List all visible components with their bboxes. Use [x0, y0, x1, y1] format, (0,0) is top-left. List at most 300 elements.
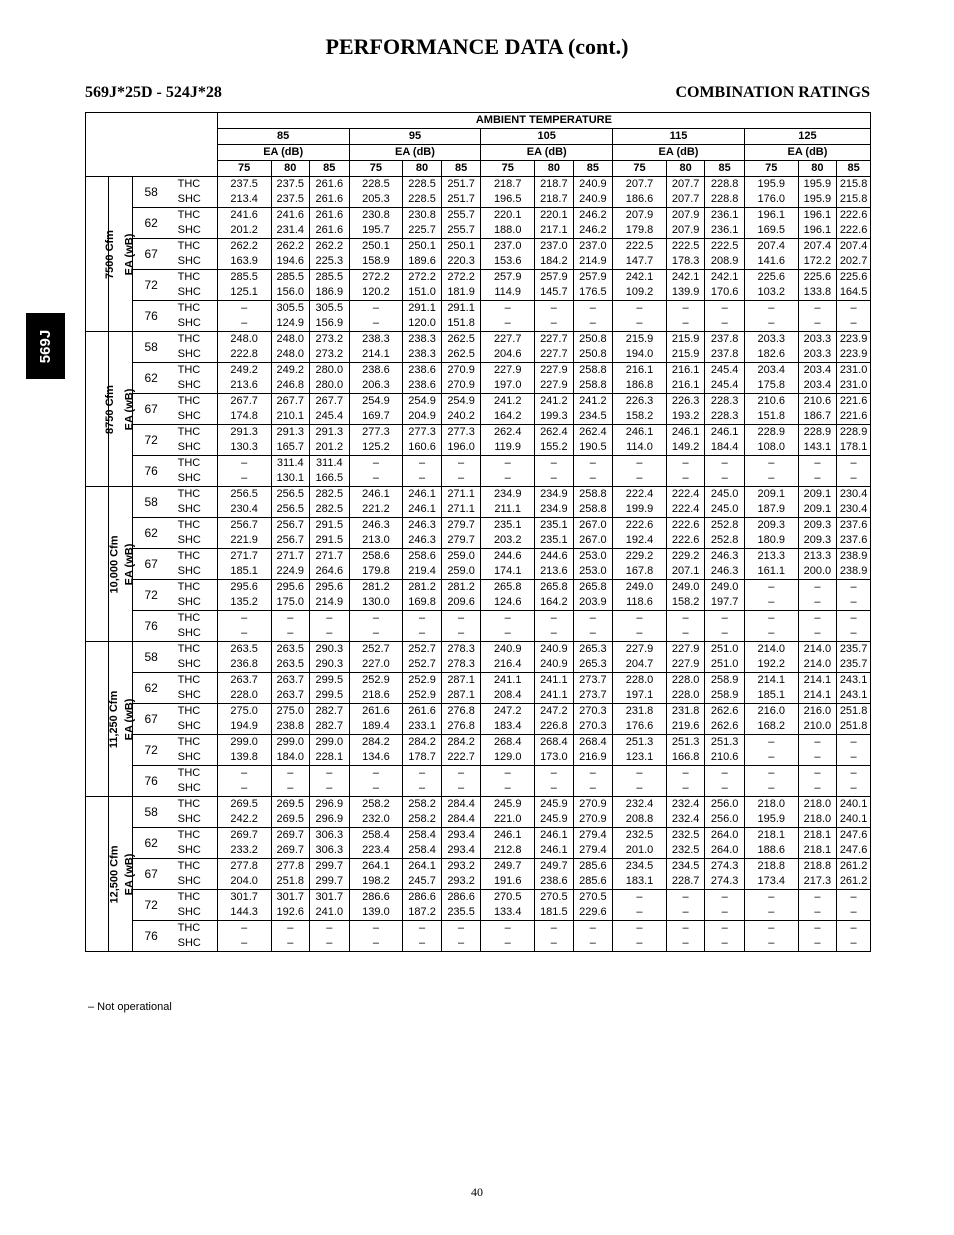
shc-value: 258.4 — [403, 843, 442, 859]
thc-value: 264.1 — [403, 859, 442, 875]
shc-value: 246.1 — [535, 843, 574, 859]
shc-value: – — [481, 626, 535, 642]
thc-value: – — [310, 921, 350, 937]
shc-value: 218.7 — [535, 192, 574, 208]
shc-label: SHC — [170, 347, 218, 363]
table-row — [86, 192, 871, 208]
thc-label: THC — [170, 487, 218, 503]
thc-value: 196.1 — [798, 208, 837, 224]
ea-db-value-header: 75 — [613, 161, 667, 177]
thc-value: – — [217, 766, 271, 782]
thc-value: 280.0 — [310, 363, 350, 379]
ea-db-value-header: 80 — [666, 161, 705, 177]
shc-value: 203.3 — [798, 347, 837, 363]
shc-value: – — [798, 471, 837, 487]
shc-value: 269.5 — [271, 812, 310, 828]
thc-value: 225.6 — [798, 270, 837, 286]
shc-label: SHC — [170, 626, 218, 642]
table-row — [86, 580, 871, 596]
thc-value: 222.6 — [613, 518, 667, 534]
table-row — [86, 409, 871, 425]
shc-value: – — [349, 316, 403, 332]
thc-value: 269.5 — [271, 797, 310, 813]
shc-value: – — [798, 936, 837, 952]
table-row — [86, 316, 871, 332]
thc-value: 271.7 — [310, 549, 350, 565]
thc-value: – — [573, 611, 613, 627]
shc-value: – — [798, 781, 837, 797]
shc-value: 258.8 — [573, 378, 613, 394]
shc-value: 147.7 — [613, 254, 667, 270]
thc-value: 242.1 — [613, 270, 667, 286]
thc-value: 278.3 — [441, 642, 481, 658]
thc-value: 281.2 — [349, 580, 403, 596]
thc-label: THC — [170, 456, 218, 472]
shc-value: 291.5 — [310, 533, 350, 549]
thc-value: 214.1 — [798, 673, 837, 689]
shc-value: 124.9 — [271, 316, 310, 332]
thc-value: 218.0 — [798, 797, 837, 813]
shc-value: 252.9 — [403, 688, 442, 704]
shc-value: 196.0 — [441, 440, 481, 456]
shc-value: 188.0 — [481, 223, 535, 239]
thc-value: 228.9 — [798, 425, 837, 441]
thc-value: 235.7 — [837, 642, 871, 658]
cfm-cell — [86, 177, 116, 332]
shc-value: 237.8 — [705, 347, 745, 363]
thc-value: 222.6 — [666, 518, 705, 534]
shc-value: – — [349, 626, 403, 642]
thc-value: 256.7 — [217, 518, 271, 534]
shc-value: – — [310, 626, 350, 642]
shc-value: 170.6 — [705, 285, 745, 301]
shc-value: – — [271, 936, 310, 952]
shc-value: 114.9 — [481, 285, 535, 301]
shc-value: 271.1 — [441, 502, 481, 518]
model-number: 569J*25D - 524J*28 — [85, 84, 222, 101]
thc-value: 251.3 — [666, 735, 705, 751]
shc-value: 184.2 — [535, 254, 574, 270]
thc-value: 220.1 — [535, 208, 574, 224]
thc-value: 284.2 — [441, 735, 481, 751]
shc-value: – — [613, 905, 667, 921]
shc-value: 241.0 — [310, 905, 350, 921]
shc-value: – — [349, 471, 403, 487]
thc-value: 216.0 — [744, 704, 798, 720]
shc-value: 114.0 — [613, 440, 667, 456]
ea-db-value-header: 75 — [349, 161, 403, 177]
shc-value: 141.6 — [744, 254, 798, 270]
shc-value: – — [481, 781, 535, 797]
shc-value: 139.9 — [666, 285, 705, 301]
shc-value: 213.0 — [349, 533, 403, 549]
thc-value: 222.4 — [666, 487, 705, 503]
thc-value: 250.8 — [573, 332, 613, 348]
shc-label: SHC — [170, 843, 218, 859]
thc-value: 262.2 — [217, 239, 271, 255]
performance-table — [85, 112, 871, 952]
shc-value: 193.2 — [666, 409, 705, 425]
shc-value: 246.2 — [573, 223, 613, 239]
thc-label: THC — [170, 921, 218, 937]
thc-value: 251.3 — [705, 735, 745, 751]
table-row — [86, 223, 871, 239]
ea-db-header: EA (dB) — [613, 145, 745, 161]
wet-bulb-temp: 76 — [132, 456, 170, 487]
thc-value: 287.1 — [441, 673, 481, 689]
shc-value: 175.8 — [744, 378, 798, 394]
shc-value: 125.2 — [349, 440, 403, 456]
thc-value: 256.7 — [271, 518, 310, 534]
shc-value: 279.4 — [573, 843, 613, 859]
table-row — [86, 425, 871, 441]
thc-value: 232.5 — [666, 828, 705, 844]
thc-value: 291.1 — [403, 301, 442, 317]
thc-value: – — [481, 766, 535, 782]
table-row — [86, 673, 871, 689]
thc-value: 240.1 — [837, 797, 871, 813]
shc-value: 245.4 — [705, 378, 745, 394]
thc-value: 256.5 — [217, 487, 271, 503]
shc-value: 231.4 — [271, 223, 310, 239]
thc-label: THC — [170, 797, 218, 813]
thc-value: 218.7 — [535, 177, 574, 193]
shc-value: 143.1 — [798, 440, 837, 456]
shc-label: SHC — [170, 688, 218, 704]
shc-value: 208.9 — [705, 254, 745, 270]
cfm-label: 8750 Cfm — [103, 384, 116, 434]
thc-value: 270.5 — [535, 890, 574, 906]
thc-value: – — [837, 735, 871, 751]
table-row — [86, 704, 871, 720]
table-body — [86, 177, 871, 952]
shc-value: 186.6 — [613, 192, 667, 208]
thc-value: 275.0 — [217, 704, 271, 720]
shc-value: 203.2 — [481, 533, 535, 549]
wet-bulb-temp: 58 — [132, 332, 170, 363]
thc-value: 299.7 — [310, 859, 350, 875]
thc-value: 218.8 — [744, 859, 798, 875]
shc-value: 279.7 — [441, 533, 481, 549]
shc-value: 252.8 — [705, 533, 745, 549]
table-row — [86, 595, 871, 611]
thc-value: 261.6 — [310, 177, 350, 193]
thc-value: 221.6 — [837, 394, 871, 410]
shc-value: 164.2 — [535, 595, 574, 611]
shc-value: 209.1 — [798, 502, 837, 518]
shc-value: 218.1 — [798, 843, 837, 859]
shc-value: 192.4 — [613, 533, 667, 549]
shc-value: – — [217, 781, 271, 797]
cfm-label: 10,000 Cfm — [108, 534, 121, 594]
thc-value: – — [798, 580, 837, 596]
thc-label: THC — [170, 766, 218, 782]
thc-label: THC — [170, 239, 218, 255]
thc-value: 207.4 — [837, 239, 871, 255]
thc-value: 245.0 — [705, 487, 745, 503]
shc-value: 293.4 — [441, 843, 481, 859]
thc-value: 218.1 — [798, 828, 837, 844]
shc-value: 183.1 — [613, 874, 667, 890]
shc-value: 211.1 — [481, 502, 535, 518]
shc-value: 240.9 — [573, 192, 613, 208]
shc-value: 133.8 — [798, 285, 837, 301]
shc-value: 103.2 — [744, 285, 798, 301]
thc-value: 246.1 — [349, 487, 403, 503]
ambient-temp-header: 105 — [481, 129, 613, 145]
thc-value: 241.1 — [535, 673, 574, 689]
thc-value: – — [744, 921, 798, 937]
thc-value: 213.3 — [798, 549, 837, 565]
thc-value: 277.3 — [403, 425, 442, 441]
thc-value: 238.6 — [349, 363, 403, 379]
shc-value: 256.5 — [271, 502, 310, 518]
thc-value: 291.5 — [310, 518, 350, 534]
shc-value: 238.8 — [271, 719, 310, 735]
shc-value: 217.1 — [535, 223, 574, 239]
shc-value: 256.0 — [705, 812, 745, 828]
shc-value: – — [349, 936, 403, 952]
thc-value: 265.8 — [535, 580, 574, 596]
thc-value: 203.3 — [744, 332, 798, 348]
thc-value: 241.6 — [217, 208, 271, 224]
shc-label: SHC — [170, 285, 218, 301]
thc-value: – — [271, 611, 310, 627]
thc-value: 277.3 — [349, 425, 403, 441]
shc-value: 228.3 — [705, 409, 745, 425]
thc-value: – — [441, 921, 481, 937]
thc-value: 250.1 — [403, 239, 442, 255]
shc-value: 210.6 — [705, 750, 745, 766]
thc-value: 282.7 — [310, 704, 350, 720]
thc-label: THC — [170, 177, 218, 193]
thc-value: 271.7 — [217, 549, 271, 565]
shc-value: 255.7 — [441, 223, 481, 239]
shc-value: – — [217, 936, 271, 952]
shc-value: 155.2 — [535, 440, 574, 456]
shc-label: SHC — [170, 440, 218, 456]
shc-value: 188.6 — [744, 843, 798, 859]
thc-value: 207.7 — [613, 177, 667, 193]
wet-bulb-temp: 58 — [132, 797, 170, 828]
shc-value: – — [798, 750, 837, 766]
shc-value: 213.4 — [217, 192, 271, 208]
shc-value: 269.7 — [271, 843, 310, 859]
shc-value: 230.4 — [837, 502, 871, 518]
shc-value: 184.4 — [705, 440, 745, 456]
thc-value: 222.6 — [837, 208, 871, 224]
shc-value: 240.2 — [441, 409, 481, 425]
thc-label: THC — [170, 704, 218, 720]
shc-value: – — [666, 936, 705, 952]
shc-value: 235.7 — [837, 657, 871, 673]
thc-value: 254.9 — [349, 394, 403, 410]
shc-value: – — [481, 316, 535, 332]
shc-value: 208.4 — [481, 688, 535, 704]
thc-value: 281.2 — [403, 580, 442, 596]
thc-value: 237.6 — [837, 518, 871, 534]
shc-value: 167.8 — [613, 564, 667, 580]
shc-value: 299.5 — [310, 688, 350, 704]
wet-bulb-temp: 76 — [132, 301, 170, 332]
table-row — [86, 177, 871, 193]
thc-label: THC — [170, 270, 218, 286]
shc-value: 238.6 — [535, 874, 574, 890]
thc-value: – — [705, 611, 745, 627]
shc-value: 198.2 — [349, 874, 403, 890]
thc-value: 265.8 — [573, 580, 613, 596]
shc-value: 231.0 — [837, 378, 871, 394]
thc-value: 254.9 — [403, 394, 442, 410]
thc-value: 250.1 — [441, 239, 481, 255]
thc-value: – — [666, 301, 705, 317]
thc-value: – — [573, 301, 613, 317]
shc-value: 284.4 — [441, 812, 481, 828]
shc-value: – — [535, 781, 574, 797]
shc-value: 240.1 — [837, 812, 871, 828]
thc-value: 277.8 — [271, 859, 310, 875]
thc-value: 286.6 — [349, 890, 403, 906]
shc-value: 228.0 — [666, 688, 705, 704]
shc-value: 158.2 — [613, 409, 667, 425]
shc-value: 182.6 — [744, 347, 798, 363]
shc-value: – — [403, 626, 442, 642]
thc-value: 277.3 — [441, 425, 481, 441]
thc-value: 247.6 — [837, 828, 871, 844]
ea-db-header: EA (dB) — [481, 145, 613, 161]
thc-value: – — [613, 611, 667, 627]
shc-value: – — [705, 781, 745, 797]
shc-value: – — [441, 781, 481, 797]
thc-value: 214.1 — [744, 673, 798, 689]
wet-bulb-temp: 62 — [132, 828, 170, 859]
table-row — [86, 766, 871, 782]
thc-label: THC — [170, 301, 218, 317]
shc-label: SHC — [170, 719, 218, 735]
shc-value: 209.6 — [441, 595, 481, 611]
shc-value: – — [705, 936, 745, 952]
thc-value: 232.5 — [613, 828, 667, 844]
footnote: – Not operational — [88, 1001, 172, 1013]
thc-value: 238.6 — [403, 363, 442, 379]
thc-value: 242.1 — [705, 270, 745, 286]
thc-label: THC — [170, 332, 218, 348]
shc-value: 258.9 — [705, 688, 745, 704]
table-row — [86, 285, 871, 301]
shc-value: – — [481, 936, 535, 952]
thc-value: 261.6 — [349, 704, 403, 720]
shc-value: 252.7 — [403, 657, 442, 673]
thc-value: 245.9 — [535, 797, 574, 813]
thc-value: 251.0 — [705, 642, 745, 658]
shc-value: 204.6 — [481, 347, 535, 363]
thc-value: 265.3 — [573, 642, 613, 658]
shc-value: 203.9 — [573, 595, 613, 611]
thc-value: 262.2 — [271, 239, 310, 255]
shc-value: – — [837, 936, 871, 952]
ea-db-value-header: 85 — [310, 161, 350, 177]
thc-label: THC — [170, 518, 218, 534]
thc-value: 230.8 — [349, 208, 403, 224]
shc-label: SHC — [170, 812, 218, 828]
shc-label: SHC — [170, 874, 218, 890]
shc-value: 227.9 — [535, 378, 574, 394]
shc-value: 178.1 — [837, 440, 871, 456]
thc-value: 240.9 — [573, 177, 613, 193]
cfm-cell — [86, 487, 121, 642]
shc-value: 220.3 — [441, 254, 481, 270]
header-corner — [86, 113, 218, 177]
thc-value: – — [613, 921, 667, 937]
thc-value: 262.6 — [705, 704, 745, 720]
shc-value: 210.1 — [271, 409, 310, 425]
shc-value: 264.0 — [705, 843, 745, 859]
shc-value: 214.9 — [310, 595, 350, 611]
table-row — [86, 363, 871, 379]
shc-label: SHC — [170, 471, 218, 487]
thc-value: 215.9 — [613, 332, 667, 348]
shc-value: 169.5 — [744, 223, 798, 239]
shc-value: 215.9 — [666, 347, 705, 363]
shc-value: 267.0 — [573, 533, 613, 549]
shc-value: 181.9 — [441, 285, 481, 301]
table-row — [86, 781, 871, 797]
thc-value: – — [798, 921, 837, 937]
shc-value: – — [705, 316, 745, 332]
thc-value: – — [573, 921, 613, 937]
shc-value: 236.8 — [217, 657, 271, 673]
wet-bulb-temp: 72 — [132, 270, 170, 301]
wet-bulb-temp: 76 — [132, 766, 170, 797]
thc-value: – — [798, 890, 837, 906]
thc-value: – — [403, 766, 442, 782]
thc-value: 252.7 — [349, 642, 403, 658]
thc-value: 227.7 — [535, 332, 574, 348]
shc-value: – — [613, 471, 667, 487]
shc-value: 222.8 — [217, 347, 271, 363]
shc-value: 213.6 — [535, 564, 574, 580]
thc-value: – — [535, 611, 574, 627]
thc-value: 261.6 — [310, 208, 350, 224]
thc-value: 282.5 — [310, 487, 350, 503]
thc-value: 218.0 — [744, 797, 798, 813]
shc-value: 214.1 — [798, 688, 837, 704]
shc-label: SHC — [170, 657, 218, 673]
shc-value: 185.1 — [744, 688, 798, 704]
thc-label: THC — [170, 673, 218, 689]
wet-bulb-temp: 58 — [132, 177, 170, 208]
thc-value: 207.9 — [613, 208, 667, 224]
thc-value: 306.3 — [310, 828, 350, 844]
shc-value: – — [613, 936, 667, 952]
shc-value: 176.5 — [573, 285, 613, 301]
thc-value: 237.5 — [271, 177, 310, 193]
shc-value: 251.8 — [837, 719, 871, 735]
thc-value: 248.0 — [217, 332, 271, 348]
shc-value: 192.6 — [271, 905, 310, 921]
shc-value: 235.5 — [441, 905, 481, 921]
shc-value: – — [310, 936, 350, 952]
shc-value: – — [744, 626, 798, 642]
thc-value: 249.7 — [481, 859, 535, 875]
wet-bulb-temp: 67 — [132, 394, 170, 425]
shc-value: 245.7 — [403, 874, 442, 890]
thc-value: 203.4 — [798, 363, 837, 379]
shc-value: 225.7 — [403, 223, 442, 239]
shc-value: 201.2 — [310, 440, 350, 456]
shc-value: – — [837, 316, 871, 332]
shc-value: 195.9 — [798, 192, 837, 208]
